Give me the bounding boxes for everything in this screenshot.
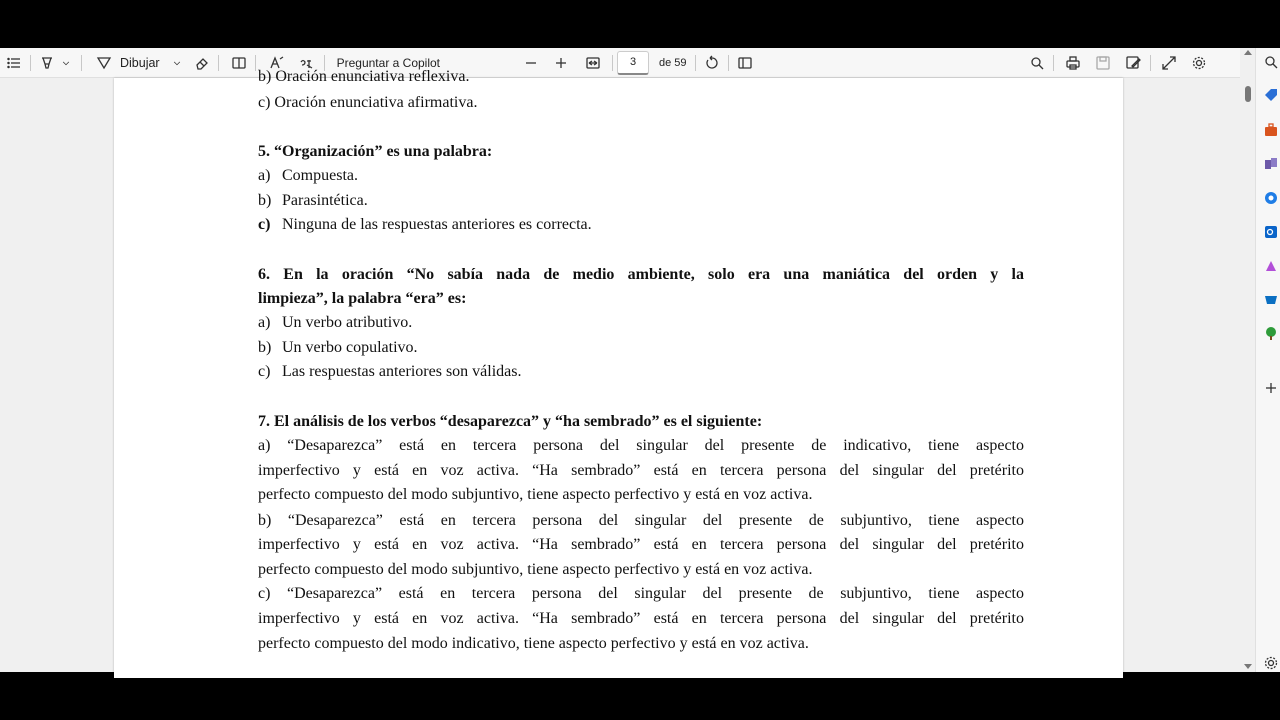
scroll-up-arrow-icon[interactable] — [1244, 50, 1252, 55]
q7-option-a-line3: perfecto compuesto del modo subjuntivo, tiene aspecto perfectivo y está en voz activa. — [258, 486, 813, 503]
pdf-page — [114, 68, 1123, 678]
option-text: Parasintética. — [282, 192, 368, 209]
scroll-down-arrow-icon[interactable] — [1244, 664, 1252, 669]
q6-option-b — [258, 339, 418, 357]
q7-option-a-line2: imperfectivo y está en voz activa. “Ha sembrado” está en tercera persona del singular del pretérito — [258, 462, 1024, 479]
q5-option-b — [258, 192, 368, 210]
copilot-icon[interactable] — [1264, 191, 1278, 205]
draw-icon[interactable] — [96, 51, 112, 75]
q6-option-c — [258, 363, 521, 381]
q7-option-c-line3: perfecto compuesto del modo indicativo, tiene aspecto perfectivo y está en voz activa. — [258, 635, 809, 652]
toolbar-divider — [81, 55, 82, 71]
page-number-input[interactable]: 3 — [617, 51, 649, 75]
fit-width-icon[interactable] — [584, 51, 602, 75]
settings-icon[interactable] — [1191, 51, 1207, 75]
q7-option-b-line3: perfecto compuesto del modo subjuntivo, tiene aspecto perfectivo y está en voz activa. — [258, 561, 813, 578]
draw-button[interactable]: Dibujar — [120, 55, 160, 70]
option-text: Las respuestas anteriores son válidas. — [282, 363, 522, 380]
q5-option-a — [258, 167, 358, 185]
contents-icon[interactable] — [6, 51, 22, 75]
q6-question-line2: limpieza”, la palabra “era” es: — [258, 290, 467, 307]
q7-question: 7. El análisis de los verbos “desaparezca” y “ha sembrado” es el siguiente: — [258, 413, 763, 430]
eraser-icon[interactable] — [194, 51, 210, 75]
option-text: Un verbo atributivo. — [282, 314, 413, 331]
search-icon[interactable] — [1029, 51, 1045, 75]
vertical-scrollbar[interactable] — [1241, 48, 1255, 672]
toolbar-divider — [1053, 55, 1054, 71]
zoom-in-icon[interactable] — [554, 51, 568, 75]
toolbar-divider — [30, 55, 31, 71]
tag-icon[interactable] — [1264, 89, 1278, 103]
q7-option-a-line1: a) “Desaparezca” está en tercera persona del singular del presente de indicativo, tiene aspecto — [258, 437, 1024, 454]
option-label: b) — [258, 192, 272, 209]
chevron-down-icon[interactable] — [170, 51, 184, 75]
option-label: b) — [258, 339, 272, 356]
ask-copilot-button[interactable]: Preguntar a Copilot — [336, 55, 441, 70]
send-icon[interactable] — [1264, 293, 1278, 307]
add-icon[interactable] — [1264, 381, 1278, 395]
q7-option-c-line2: imperfectivo y está en voz activa. “Ha sembrado” está en tercera persona del singular del pretérito — [258, 610, 1024, 627]
save-as-icon[interactable] — [1124, 51, 1142, 75]
option-text: Compuesta. — [282, 167, 358, 184]
highlight-icon[interactable] — [39, 51, 55, 75]
scrollbar-thumb[interactable] — [1245, 86, 1251, 102]
q7-option-b-line1: b) “Desaparezca” está en tercera persona del singular del presente de subjuntivo, tiene aspecto — [258, 512, 1024, 529]
designer-icon[interactable] — [1264, 259, 1278, 273]
print-icon[interactable] — [1064, 51, 1082, 75]
toolbar-divider — [255, 55, 256, 71]
q7-option-b-line2: imperfectivo y está en voz activa. “Ha sembrado” está en tercera persona del singular del pretérito — [258, 536, 1024, 553]
option-text: Ninguna de las respuestas anteriores es correcta. — [282, 216, 592, 233]
q5-question: 5. “Organización” es una palabra: — [258, 143, 493, 160]
briefcase-icon[interactable] — [1264, 123, 1278, 137]
option-label: c) — [258, 216, 271, 233]
toolbar-divider — [728, 55, 729, 71]
edge-sidebar — [1255, 48, 1280, 672]
expand-icon[interactable] — [1161, 51, 1177, 75]
outlook-icon[interactable] — [1264, 225, 1278, 239]
option-label: a) — [258, 314, 271, 331]
q5-option-c — [258, 216, 592, 234]
tree-icon[interactable] — [1264, 327, 1278, 341]
two-page-view-icon[interactable] — [737, 51, 753, 75]
toolbar-divider — [218, 55, 219, 71]
save-icon[interactable] — [1094, 51, 1112, 75]
pdf-toolbar — [0, 48, 1240, 78]
settings-icon[interactable] — [1264, 656, 1278, 670]
pdf-viewer — [0, 48, 1280, 672]
games-icon[interactable] — [1264, 157, 1278, 171]
toolbar-divider — [1150, 55, 1151, 71]
toolbar-divider — [695, 55, 696, 71]
rotate-icon[interactable] — [704, 51, 720, 75]
page-view-icon[interactable] — [231, 51, 247, 75]
chevron-down-icon[interactable] — [59, 51, 73, 75]
q4-option-c: c) Oración enunciativa afirmativa. — [258, 94, 478, 111]
search-icon[interactable] — [1264, 55, 1278, 69]
option-text: Un verbo copulativo. — [282, 339, 418, 356]
q6-question-line1: 6. En la oración “No sabía nada de medio ambiente, solo era una maniática del orden y la — [258, 266, 1024, 283]
q6-option-a — [258, 314, 412, 332]
page-count: de 59 — [659, 56, 687, 69]
option-label: a) — [258, 167, 271, 184]
option-label: c) — [258, 363, 271, 380]
q4-option-b: b) Oración enunciativa reflexiva. — [258, 68, 470, 85]
q7-option-c-line1: c) “Desaparezca” está en tercera persona del singular del presente de subjuntivo, tiene aspecto — [258, 585, 1024, 602]
zoom-out-icon[interactable] — [524, 51, 538, 75]
toolbar-divider — [612, 55, 613, 71]
